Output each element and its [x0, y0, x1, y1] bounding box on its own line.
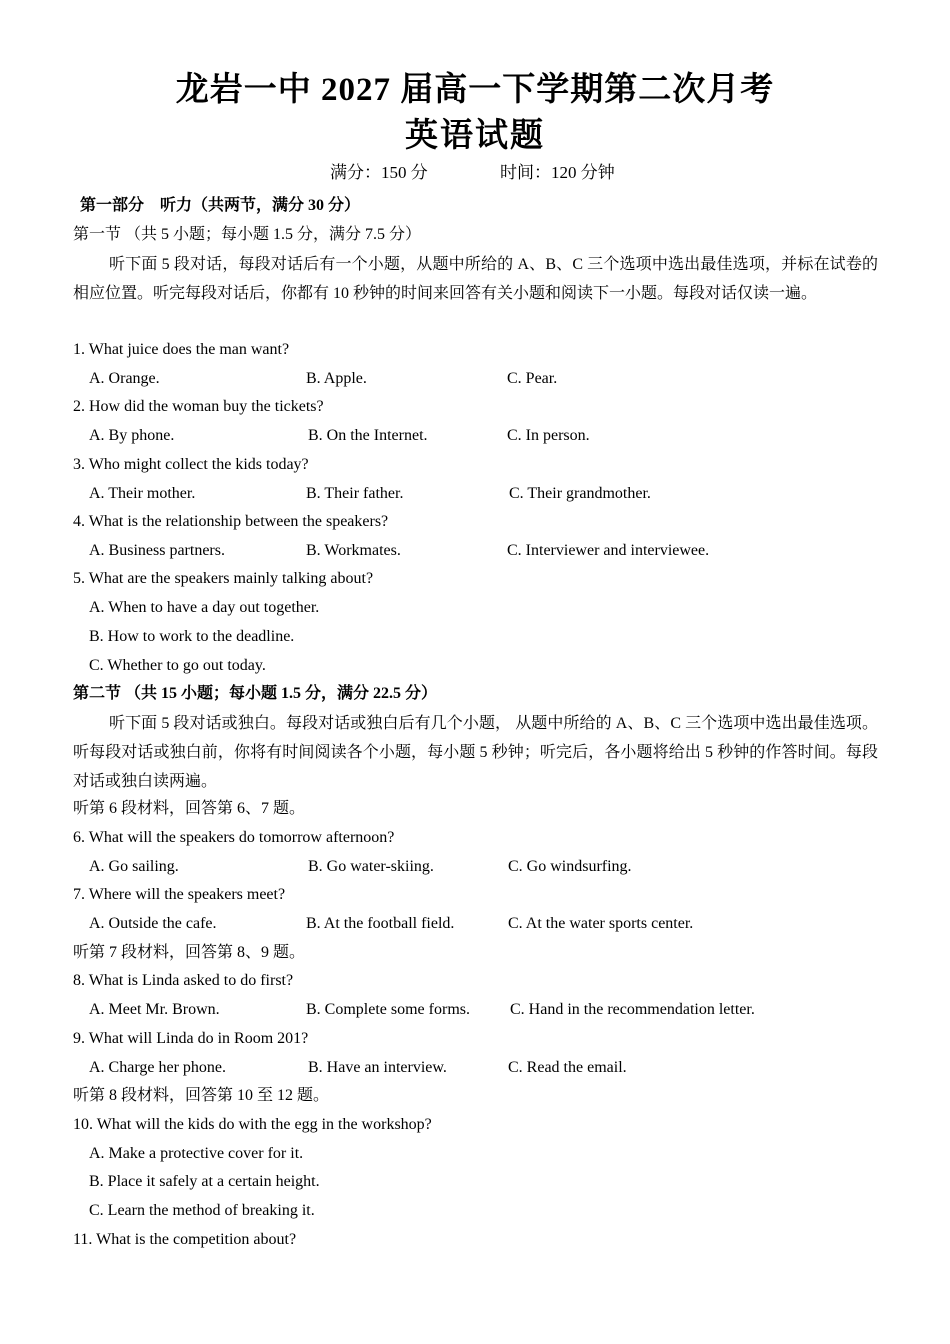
section2-heading: 第二节 （共 15 小题；每小题 1.5 分，满分 22.5 分） [73, 685, 438, 702]
question-7-option-c: C. At the water sports center. [508, 915, 694, 932]
question-9-option-b: B. Have an interview. [308, 1059, 447, 1076]
question-7-option-b: B. At the football field. [306, 915, 455, 932]
question-2-option-c: C. In person. [507, 427, 590, 444]
question-8-stem: 8. What is Linda asked to do first? [73, 972, 294, 989]
question-3-option-c: C. Their grandmother. [509, 485, 651, 502]
question-7-option-a: A. Outside the cafe. [89, 915, 217, 932]
question-3-stem: 3. Who might collect the kids today? [73, 456, 309, 473]
question-9-stem: 9. What will Linda do in Room 201? [73, 1030, 309, 1047]
question-10-stem: 10. What will the kids do with the egg in the workshop? [73, 1116, 432, 1133]
exam-time: 时间：120 分钟 [500, 163, 615, 182]
section1-heading: 第一节 （共 5 小题；每小题 1.5 分，满分 7.5 分） [73, 226, 422, 243]
question-8-option-a: A. Meet Mr. Brown. [89, 1001, 220, 1018]
question-5-option-c: C. Whether to go out today. [89, 657, 266, 674]
material-6-marker: 听第 6 段材料，回答第 6、7 题。 [73, 800, 306, 817]
exam-subtitle: 英语试题 [405, 118, 545, 154]
question-5-stem: 5. What are the speakers mainly talking about? [73, 570, 374, 587]
question-7-stem: 7. Where will the speakers meet? [73, 886, 286, 903]
question-8-option-b: B. Complete some forms. [306, 1001, 470, 1018]
question-10-option-b: B. Place it safely at a certain height. [89, 1173, 320, 1190]
exam-title: 龙岩一中 2027 届高一下学期第二次月考 [175, 72, 775, 108]
question-1-option-a: A. Orange. [89, 370, 160, 387]
question-1-stem: 1. What juice does the man want? [73, 341, 290, 358]
question-10-option-a: A. Make a protective cover for it. [89, 1145, 304, 1162]
section1-instructions: 听下面 5 段对话，每段对话后有一个小题，从题中所给的 A、B、C 三个选项中选出最佳选项，并标在试卷的相应位置。听完每段对话后，你都有 10 秒钟的时间来回答有关小题和阅读下一小题。每段对话仅读一遍。 [73, 256, 878, 302]
question-2-stem: 2. How did the woman buy the tickets? [73, 398, 324, 415]
question-6-option-a: A. Go sailing. [89, 858, 179, 875]
question-9-option-c: C. Read the email. [508, 1059, 627, 1076]
question-4-option-c: C. Interviewer and interviewee. [507, 542, 710, 559]
question-2-option-b: B. On the Internet. [308, 427, 428, 444]
question-4-stem: 4. What is the relationship between the speakers? [73, 513, 389, 530]
section2-instructions: 听下面 5 段对话或独白。每段对话或独白后有几个小题， 从题中所给的 A、B、C 三个选项中选出最佳选项。听每段对话或独白前，你将有时间阅读各个小题，每小题 5 秒钟；听完后，各小题将给出 5 秒钟的作答时间。每段对话或独白读两遍。 [73, 715, 878, 790]
question-3-option-b: B. Their father. [306, 485, 404, 502]
question-8-option-c: C. Hand in the recommendation letter. [510, 1001, 755, 1018]
part1-heading: 第一部分 听力（共两节，满分 30 分） [80, 197, 361, 214]
question-4-option-b: B. Workmates. [306, 542, 401, 559]
material-8-marker: 听第 8 段材料，回答第 10 至 12 题。 [73, 1087, 330, 1104]
material-7-marker: 听第 7 段材料，回答第 8、9 题。 [73, 944, 306, 961]
question-5-option-a: A. When to have a day out together. [89, 599, 320, 616]
question-5-option-b: B. How to work to the deadline. [89, 628, 295, 645]
full-score: 满分：150 分 [330, 163, 428, 182]
question-1-option-c: C. Pear. [507, 370, 558, 387]
question-2-option-a: A. By phone. [89, 427, 175, 444]
question-6-option-b: B. Go water-skiing. [308, 858, 434, 875]
question-3-option-a: A. Their mother. [89, 485, 196, 502]
question-6-option-c: C. Go windsurfing. [508, 858, 632, 875]
question-6-stem: 6. What will the speakers do tomorrow afternoon? [73, 829, 395, 846]
question-11-stem: 11. What is the competition about? [73, 1231, 297, 1248]
question-1-option-b: B. Apple. [306, 370, 367, 387]
question-9-option-a: A. Charge her phone. [89, 1059, 226, 1076]
question-4-option-a: A. Business partners. [89, 542, 225, 559]
question-10-option-c: C. Learn the method of breaking it. [89, 1202, 315, 1219]
